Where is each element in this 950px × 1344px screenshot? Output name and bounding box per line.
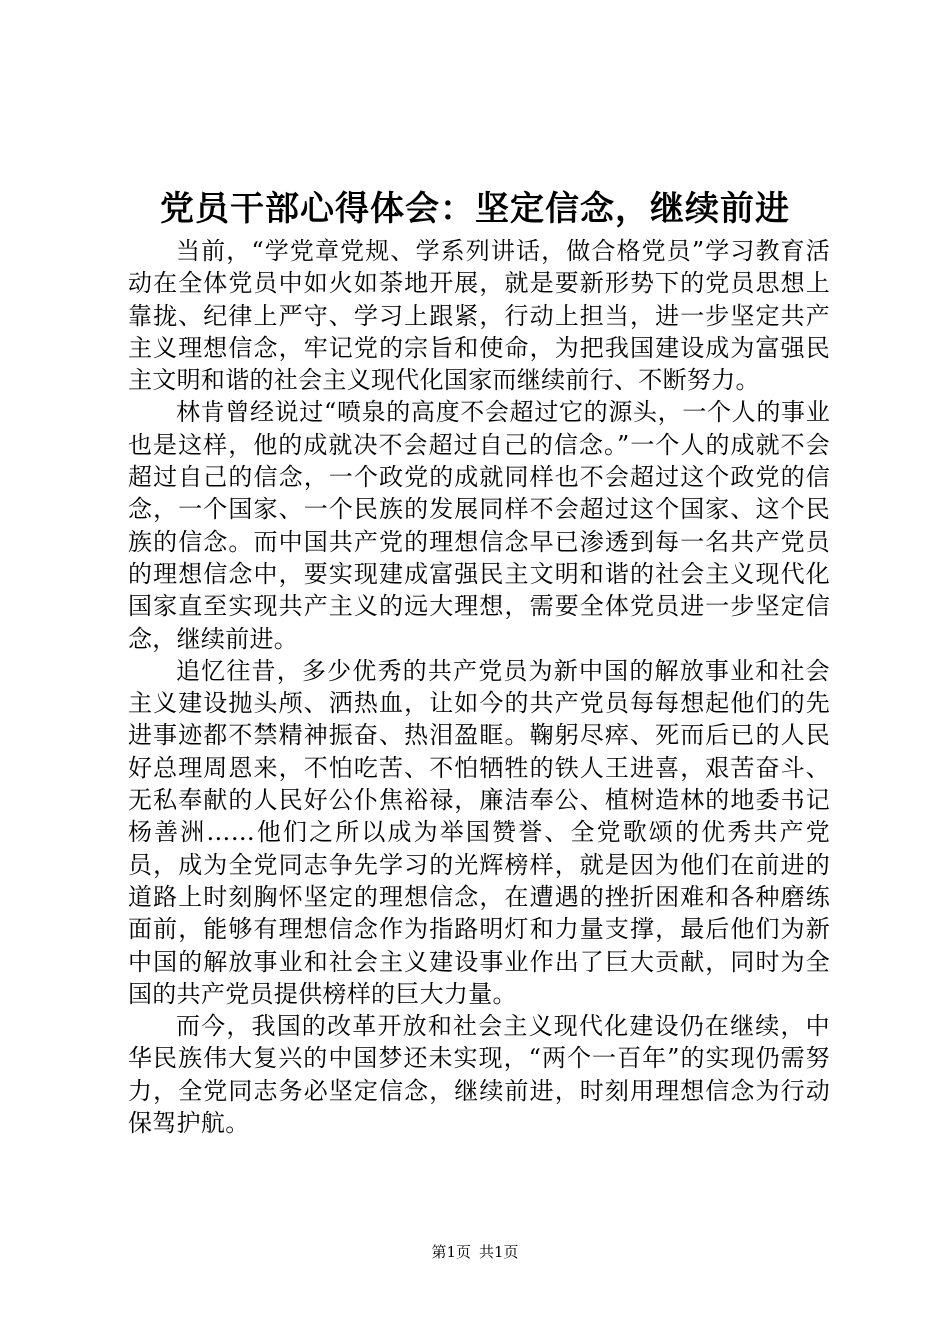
document-title: 党员干部心得体会：坚定信念，继续前进 (160, 189, 790, 229)
paragraph-intro: 当前，“学党章党规、学系列讲话，做合格党员”学习教育活动在全体党员中如火如荼地开展，就是要新形势下的党员思想上靠拢、纪律上严守、学习上跟紧，行动上担当，进一步坚定共产主义理想信念，牢记党的宗旨和使命，为把我国建设成为富强民主文明和谐的社会主义现代化国家而继续前行、不断努力。 (128, 237, 830, 395)
page-footer (0, 1242, 950, 1262)
document-body (128, 235, 830, 1139)
paragraph-lincoln-quote: 林肯曾经说过“喷泉的高度不会超过它的源头，一个人的事业也是这样，他的成就决不会超过自己的信念。”一个人的成就不会超过自己的信念，一个政党的成就同样也不会超过这个政党的信念，一个国家、一个民族的发展同样不会超过这个国家、这个民族的信念。而中国共产党的理想信念早已渗透到每一名共产党员的理想信念中，要实现建成富强民主文明和谐的社会主义现代化国家直至实现共产主义的远大理想，需要全体党员进一步坚定信念，继续前进。 (128, 398, 830, 653)
page-number-total: 共1页 (479, 1243, 519, 1261)
paragraph-conclusion: 而今，我国的改革开放和社会主义现代化建设仍在继续，中华民族伟大复兴的中国梦还未实现，“两个一百年”的实现仍需努力，全党同志务必坚定信念，继续前进，时刻用理想信念为行动保驾护航。 (128, 1012, 830, 1138)
page-number-current: 第1页 (431, 1243, 471, 1261)
paragraph-role-models: 追忆往昔，多少优秀的共产党员为新中国的解放事业和社会主义建设抛头颅、洒热血，让如今的共产党员每每想起他们的先进事迹都不禁精神振奋、热泪盈眶。鞠躬尽瘁、死而后已的人民好总理周恩来，不怕吃苦、不怕牺牲的铁人王进喜，艰苦奋斗、无私奉献的人民好公仆焦裕禄，廉洁奉公、植树造林的地委书记杨善洲……他们之所以成为举国赞誉、全党歌颂的优秀共产党员，成为全党同志争先学习的光辉榜样，就是因为他们在前进的道路上时刻胸怀坚定的理想信念，在遭遇的挫折困难和各种磨练面前，能够有理想信念作为指路明灯和力量支撑，最后他们为新中国的解放事业和社会主义建设事业作出了巨大贡献，同时为全国的共产党员提供榜样的巨大力量。 (128, 656, 830, 1008)
